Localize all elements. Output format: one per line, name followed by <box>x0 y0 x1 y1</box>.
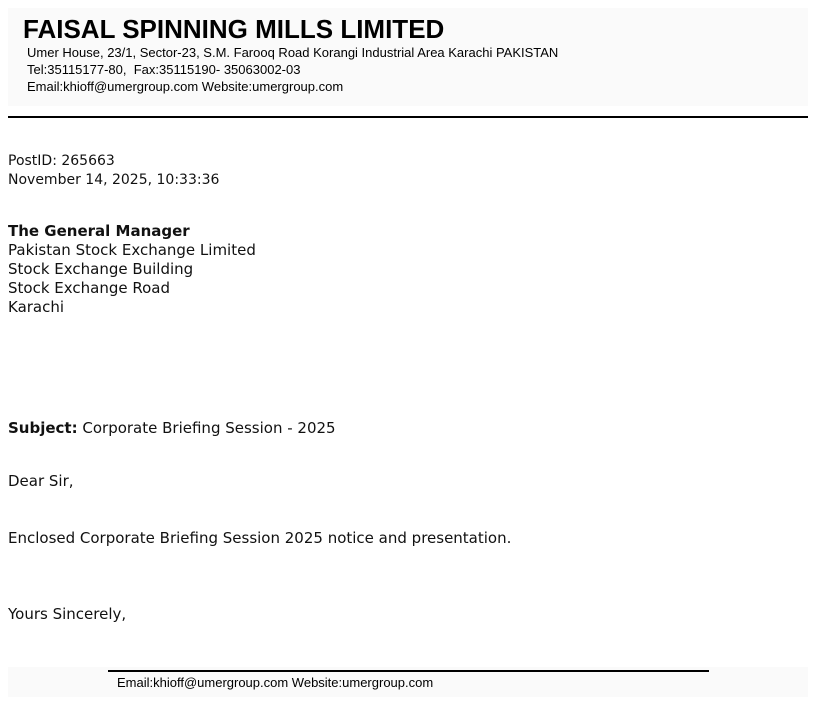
recipient-road: Stock Exchange Road <box>8 279 170 297</box>
company-email-website: Email:khioff@umergroup.com Website:umergroup.com <box>27 79 344 94</box>
body-paragraph: Enclosed Corporate Briefing Session 2025 notice and presentation. <box>8 529 512 547</box>
recipient-org: Pakistan Stock Exchange Limited <box>8 241 256 259</box>
company-name: FAISAL SPINNING MILLS LIMITED <box>23 14 445 44</box>
company-phone-fax: Tel:35115177-80, Fax:35115190- 35063002-03 <box>27 62 301 77</box>
subject-label: Subject: <box>8 419 78 437</box>
footer-divider <box>108 670 709 672</box>
closing: Yours Sincerely, <box>8 605 127 623</box>
company-address: Umer House, 23/1, Sector-23, S.M. Farooq Road Korangi Industrial Area Karachi PAKISTAN <box>27 45 559 60</box>
post-datetime: November 14, 2025, 10:33:36 <box>8 172 220 188</box>
subject-text: Corporate Briefing Session - 2025 <box>77 419 336 437</box>
letterhead-divider <box>8 116 808 118</box>
salutation: Dear Sir, <box>8 472 74 490</box>
letterhead <box>8 8 808 106</box>
recipient-building: Stock Exchange Building <box>8 260 194 278</box>
recipient-title: The General Manager <box>8 222 190 240</box>
post-id: PostID: 265663 <box>8 153 115 169</box>
subject-line <box>8 419 336 438</box>
footer-email-website: Email:khioff@umergroup.com Website:umergroup.com <box>117 675 434 690</box>
recipient-city: Karachi <box>8 298 65 316</box>
